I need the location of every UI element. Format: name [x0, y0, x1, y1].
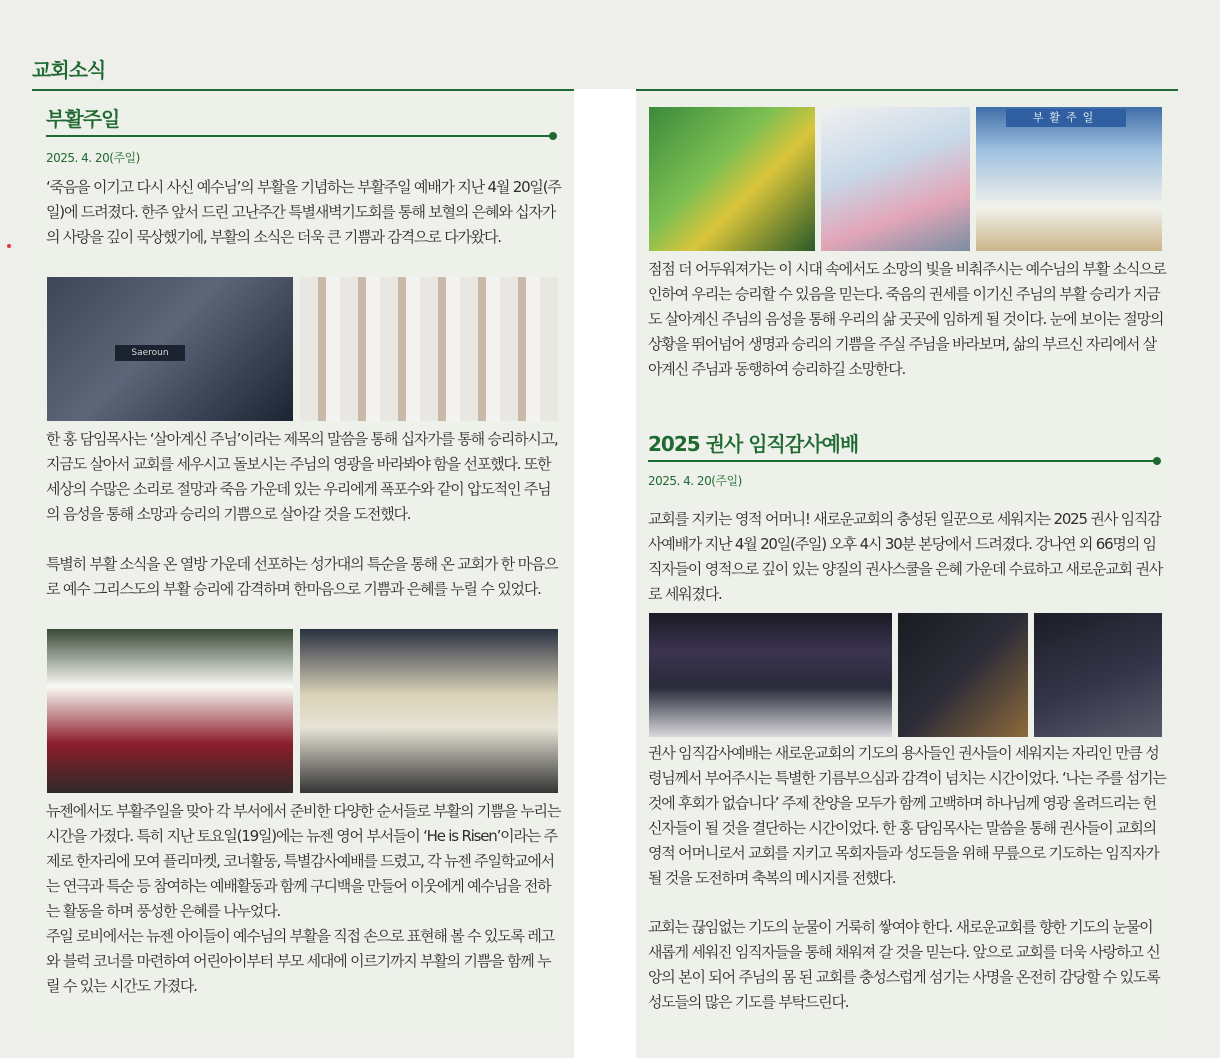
podium-label: Saeroun — [115, 345, 185, 361]
worship-stage-photo — [300, 629, 558, 793]
easter-title: 부활주일 — [46, 107, 120, 131]
deaconess-award-photo — [898, 613, 1028, 737]
kids-celebration-photo — [976, 107, 1162, 251]
deaconess-paragraph-1: 교회를 지키는 영적 어머니! 새로운교회의 충성된 일꾼으로 세워지는 2025 권사 임직감사예배가 지난 4월 20일(주일) 오후 4시 30분 본당에서 드려졌다. 강나연 외 66명의 임직자들이 영적으로 깊이 있는 양질의 권사스쿨을 은혜 가운데 수료하고 새로운교회 권사로 세워졌다. — [648, 510, 1163, 603]
choir-close-up-photo — [300, 277, 558, 421]
easter-paragraph-2: 한 홍 담임목사는 ‘살아계신 주님’이라는 제목의 말씀을 통해 십자가를 통해 승리하시고, 지금도 살아서 교회를 세우시고 돌보시는 주님의 영광을 바라봐야 함을 선포했다. 또한 세상의 수많은 소리로 절망과 죽음 가운데 있는 우리에게 폭포수와 같이 압도적인 주님의 음성을 통해 소망과 승리의 기쁨으로 살아갈 것을 도전했다. — [46, 430, 558, 523]
easter-banner-label: 부활주일 — [1006, 109, 1126, 127]
deaconess-paragraph-3: 교회는 끊임없는 기도의 눈물이 거룩히 쌓여야 한다. 새로운교회를 향한 기도의 눈물이 새롭게 세워진 임직자들을 통해 채워져 갈 것을 믿는다. 앞으로 교회를 더욱 사랑하고 신앙의 본이 되어 주님의 몸 된 교회를 충성스럽게 섬기는 사명을 온전히 감당할 수 있도록 성도들의 많은 기도를 부탁드린다. — [648, 918, 1160, 1011]
page-gap — [574, 89, 636, 1058]
deaconess-date: 2025. 4. 20(주일) — [648, 474, 742, 488]
left-column — [32, 89, 574, 1037]
deaconess-title: 2025 권사 임직감사예배 — [648, 432, 859, 456]
deaconess-paragraph-2: 권사 임직감사예배는 새로운교회의 기도의 용사들인 권사들이 세워지는 자리인 만큼 성령님께서 부어주시는 특별한 기름부으심과 감격이 넘치는 시간이었다. ‘나는 주를 섬기는 것에 후회가 없습니다’ 주제 찬양을 모두가 함께 고백하며 하나님께 영광 올려드리는 헌신자들이 될 것을 결단하는 시간이었다. 한 홍 담임목사는 말씀을 통해 권사들이 교회의 영적 어머니로서 교회를 지키고 목회자들과 성도들을 위해 무릎으로 기도하는 임직자가 될 것을 도전하며 축복의 메시지를 전했다. — [648, 744, 1166, 887]
easter-paragraph-6: 점점 더 어두워져가는 이 시대 속에서도 소망의 빛을 비춰주시는 예수님의 부활 소식으로 인하여 우리는 승리할 수 있음을 믿는다. 죽음의 권세를 이기신 주님의 부활 승리가 지금도 살아계신 주님의 음성을 통해 우리의 삶 곳곳에 임하게 될 것이다. 눈에 보이는 절망의 상황을 뛰어넘어 생명과 승리의 기쁨을 주실 주님을 바라보며, 삶의 부르신 자리에서 살아계신 주님과 동행하여 승리하길 소망한다. — [648, 260, 1166, 378]
deaconess-title-rule — [648, 460, 1158, 462]
easter-date: 2025. 4. 20(주일) — [46, 151, 140, 165]
easter-paragraph-4: 뉴젠에서도 부활주일을 맞아 각 부서에서 준비한 다양한 순서들로 부활의 기쁨을 누리는 시간을 가졌다. 특히 지난 토요일(19일)에는 뉴젠 영어 부서들이 ‘He is Risen’이라는 주제로 한자리에 모여 플리마켓, 코너활동, 특별감사예배를 드렸고, 각 뉴젠 주일학교에서는 연극과 특순 등 참여하는 예배활동과 함께 구디백을 만들어 이웃에게 예수님을 전하는 활동을 하며 풍성한 은혜를 나누었다. — [46, 802, 561, 920]
section-title: 교회소식 — [32, 58, 106, 82]
easter-paragraph-3: 특별히 부활 소식을 온 열방 가운데 선포하는 성가대의 특순을 통해 온 교회가 한 마음으로 예수 그리스도의 부활 승리에 감격하며 한마음으로 기쁨과 은혜를 누릴 수 있었다. — [46, 555, 558, 598]
pastor-speaking-photo — [1034, 613, 1162, 737]
deaconess-group-photo — [649, 613, 892, 737]
easter-title-rule — [46, 135, 554, 137]
pastor-sermon-photo — [47, 277, 293, 421]
margin-mark — [7, 244, 11, 248]
easter-paragraph-5: 주일 로비에서는 뉴젠 아이들이 예수님의 부활을 직접 손으로 표현해 볼 수 있도록 레고와 블럭 코너를 마련하여 어린아이부터 부모 세대에 이르기까지 부활의 기쁨을 함께 누릴 수 있는 시간도 가졌다. — [46, 927, 554, 995]
choir-stage-photo — [47, 629, 293, 793]
flea-market-photo — [821, 107, 970, 251]
easter-paragraph-1: ‘죽음을 이기고 다시 사신 예수님’의 부활을 기념하는 부활주일 예배가 지난 4월 20일(주일)에 드려졌다. 한주 앞서 드린 고난주간 특별새벽기도회를 통해 보혈의 은혜와 십자가의 사랑을 깊이 묵상했기에, 부활의 소식은 더욱 큰 기쁨과 감격으로 다가왔다. — [46, 178, 561, 246]
right-column — [636, 89, 1178, 1044]
lego-corner-photo — [649, 107, 815, 251]
